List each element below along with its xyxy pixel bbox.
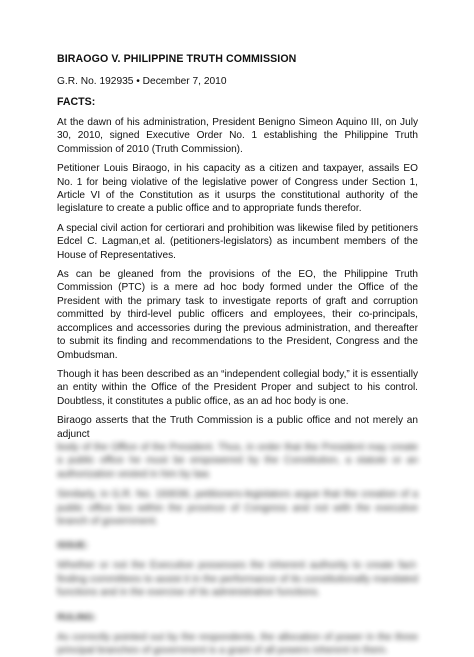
blurred-continuation: body of the Office of the President. Thus, in order that the President may create a public office he must be empowered by the Constitution, a statute or an authorization vested in him by law. [57,441,418,480]
issue-heading: ISSUE: [57,539,89,551]
facts-paragraph-5: Though it has been described as an “independent collegial body,” it is essentially an entity within the Office of the President Proper and subject to his control. Doubtless, it constitutes a public office, as an ad hoc body is one. [57,368,418,407]
facts-paragraph-1: At the dawn of his administration, President Benigno Simeon Aquino III, on July 30, 2010, signed Executive Order No. 1 establishing the Philippine Truth Commission of 2010 (Truth Commission). [57,117,418,155]
document-body [57,52,418,657]
blurred-paragraph: Similarly, in G.R. No. 193036, petitioners-legislators argue that the creation of a public office lies within the province of Congress and not with the executive branch of government. [57,489,418,527]
issue-text: Whether or not the Executive possesses the inherent authority to create fact-finding committees to assist it in the performance of its constitutionally mandated functions and in the exercise of its administrative functions. [57,560,418,599]
ruling-heading: RULING: [57,610,97,622]
facts-paragraph-6: Biraogo asserts that the Truth Commission is a public office and not merely an adjunct [57,415,418,440]
case-title: BIRAOGO V. PHILIPPINE TRUTH COMMISSION [57,53,297,65]
ruling-text: As correctly pointed out by the respondents, the allocation of power in the three principal branches of government is a grant of all powers inherent in them. [57,631,418,656]
case-citation: G.R. No. 192935 • December 7, 2010 [57,76,227,87]
facts-paragraph-3: A special civil action for certiorari and prohibition was likewise filed by petitioners Edcel C. Lagman,et al. (petitioners-legislators) as incumbent members of the House of Representatives. [57,222,418,261]
facts-paragraph-2: Petitioner Louis Biraogo, in his capacity as a citizen and taxpayer, assails EO No. 1 for being violative of the legislative power of Congress under Section 1, Article VI of the Constitution as it usurps the constitutional authority of the legislature to create a public office and to appropriate funds therefor. [57,163,418,215]
facts-paragraph-4: As can be gleaned from the provisions of the EO, the Philippine Truth Commission (PTC) is a mere ad hoc body formed under the Office of the President with the primary task to investigate reports of graft and corruption committed by third-level public officers and employees, their co-principals, accomplices and accessories during the previous administration, and thereafter to submit its finding and recommendations to the President, Congress and the Ombudsman. [57,269,418,361]
facts-heading: FACTS: [57,96,96,108]
blurred-preview-region [57,441,418,657]
